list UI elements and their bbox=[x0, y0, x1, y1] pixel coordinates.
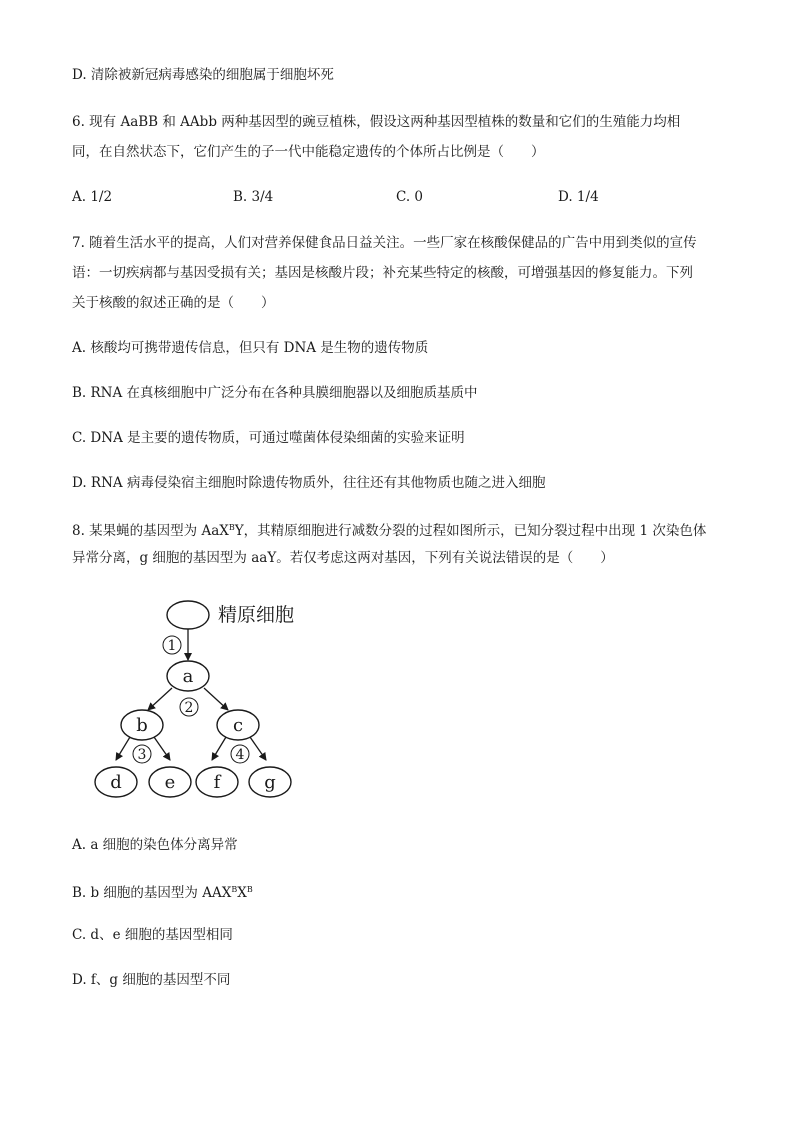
q6-stem-line2: 同，在自然状态下，它们产生的子一代中能稳定遗传的个体所占比例是（ ） bbox=[72, 144, 545, 160]
cell-g-label: g bbox=[264, 772, 276, 793]
q6-option-b: B. 3/4 bbox=[233, 189, 274, 205]
q8-stem-line1: 8. 某果蝇的基因型为 AaX$^B$Y，其精原细胞进行减数分裂的过程如图所示，已知分裂过程中出现 1 次染色体 bbox=[72, 523, 707, 539]
step-4-label: 4 bbox=[235, 747, 245, 763]
cell-f-label: f bbox=[213, 772, 221, 793]
q8-option-c: C. d、e 细胞的基因型相同 bbox=[72, 927, 233, 943]
step-3-label: 3 bbox=[137, 747, 147, 763]
cell-a-label: a bbox=[182, 666, 194, 687]
q7-option-d: D. RNA 病毒侵染宿主细胞时除遗传物质外，往往还有其他物质也随之进入细胞 bbox=[72, 475, 546, 491]
q7-option-a: A. 核酸均可携带遗传信息，但只有 DNA 是生物的遗传物质 bbox=[72, 340, 429, 356]
q6-option-a: A. 1/2 bbox=[72, 189, 113, 205]
q6-option-c: C. 0 bbox=[396, 189, 424, 205]
q8-option-b: B. b 细胞的基因型为 $AAX^BX^B$ bbox=[72, 885, 253, 901]
q8-stem-line2: 异常分离，g 细胞的基因型为 aaY。若仅考虑这两对基因，下列有关说法错误的是（ ） bbox=[72, 550, 614, 566]
spermatogonium-label: 精原细胞 bbox=[218, 604, 295, 626]
q5-option-d: D. 清除被新冠病毒感染的细胞属于细胞坏死 bbox=[72, 67, 334, 83]
cell-e-label: e bbox=[164, 772, 176, 793]
spermatogonium-cell bbox=[167, 601, 209, 629]
q7-option-c: C. DNA 是主要的遗传物质，可通过噬菌体侵染细菌的实验来证明 bbox=[72, 430, 465, 446]
meiosis-diagram bbox=[90, 592, 330, 807]
cell-b-label: b bbox=[136, 715, 148, 736]
q8-option-a: A. a 细胞的染色体分离异常 bbox=[72, 837, 238, 853]
q8-option-d: D. f、g 细胞的基因型不同 bbox=[72, 972, 231, 988]
q7-stem-line3: 关于核酸的叙述正确的是（ ） bbox=[72, 295, 275, 311]
q6-option-d: D. 1/4 bbox=[558, 189, 599, 205]
step-2-label: 2 bbox=[184, 700, 194, 716]
cell-c-label: c bbox=[232, 715, 244, 736]
step-1-label: 1 bbox=[167, 638, 177, 654]
cell-d-label: d bbox=[110, 772, 122, 793]
q6-stem-line1: 6. 现有 AaBB 和 AAbb 两种基因型的豌豆植株，假设这两种基因型植株的数量和它们的生殖能力均相 bbox=[72, 114, 681, 130]
q7-stem-line2: 语：一切疾病都与基因受损有关；基因是核酸片段；补充某些特定的核酸，可增强基因的修复能力。下列 bbox=[72, 265, 693, 281]
q7-stem-line1: 7. 随着生活水平的提高，人们对营养保健食品日益关注。一些厂家在核酸保健品的广告中用到类似的宣传 bbox=[72, 235, 697, 251]
q7-option-b: B. RNA 在真核细胞中广泛分布在各种具膜细胞器以及细胞质基质中 bbox=[72, 385, 478, 401]
